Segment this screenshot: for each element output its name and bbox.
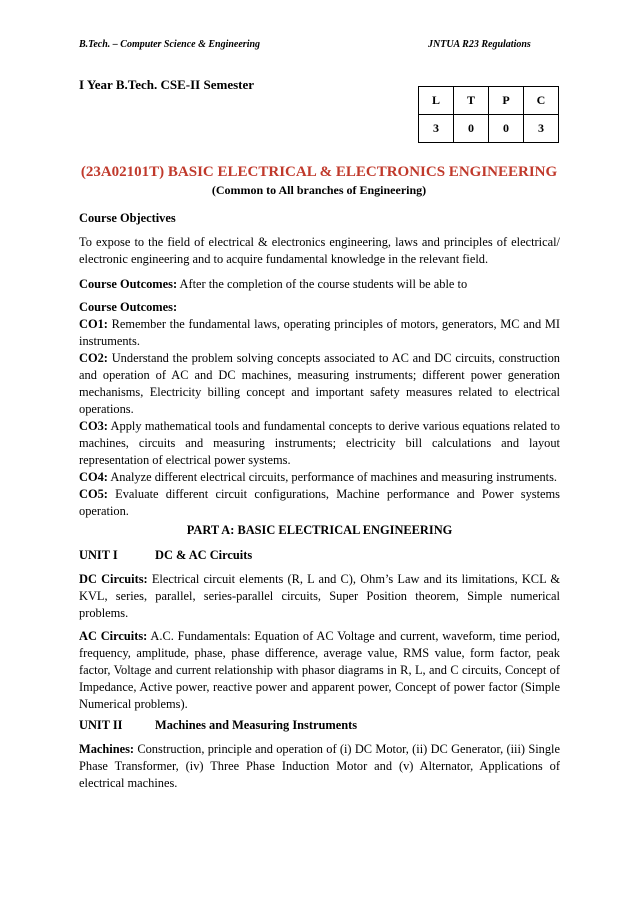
unit-2-number: UNIT II (79, 718, 123, 732)
outcome-item (79, 486, 560, 520)
ltpc-value-row (419, 115, 559, 143)
unit-1-dc-circuits (79, 571, 560, 622)
ac-circuits-text: A.C. Fundamentals: Equation of AC Voltage and current, waveform, time period, frequency, amplitude, phase, phase difference, average value, RMS value, form factor, peak factor, Voltage and current relationship with phasor diagrams in R, L, and C circuits, Concept of Impedance, Active power, reactive power and apparent power, Concept of power factor (Simple Numerical problems). (79, 629, 560, 711)
ltpc-header-l: L (419, 87, 454, 115)
unit-1-number: UNIT I (79, 548, 118, 562)
ltpc-table (418, 86, 559, 143)
unit-2-heading (79, 717, 560, 734)
outcome-text: Remember the fundamental laws, operating principles of motors, generators, MC and MI instruments. (79, 317, 560, 348)
ltpc-header-row (419, 87, 559, 115)
unit-1-title: DC & AC Circuits (155, 548, 253, 562)
outcomes-list (79, 316, 560, 520)
part-a-heading: PART A: BASIC ELECTRICAL ENGINEERING (186, 523, 453, 537)
outcomes-intro-label: Course Outcomes: (79, 277, 178, 291)
ltpc-value-p: 0 (489, 115, 524, 143)
outcome-code: CO1: (79, 317, 108, 331)
machines-label: Machines: (79, 742, 135, 756)
objectives-heading: Course Objectives (79, 211, 176, 225)
outcome-code: CO3: (79, 419, 108, 433)
unit-1-ac-circuits (79, 628, 560, 713)
outcomes-intro (79, 276, 560, 293)
course-title: (23A02101T) BASIC ELECTRICAL & ELECTRONICS ENGINEERING (80, 164, 558, 180)
unit-2-machines (79, 741, 560, 792)
outcome-code: CO4: (79, 470, 108, 484)
header-program: B.Tech. – Computer Science & Engineering (79, 39, 261, 50)
outcome-text: Apply mathematical tools and fundamental concepts to derive various equations related to machines, circuits and measuring instruments; electricity bill calculations and layout representation of electrical power systems. (79, 419, 560, 467)
outcome-item (79, 316, 560, 350)
outcome-item (79, 418, 560, 469)
outcome-code: CO2: (79, 351, 108, 365)
machines-text: Construction, principle and operation of (i) DC Motor, (ii) DC Generator, (iii) Single Phase Transformer, (iv) Three Phase Induction Motor and (v) Alternator, Applications of electrical machines. (79, 742, 560, 790)
outcome-text: Analyze different electrical circuits, performance of machines and measuring instruments. (107, 470, 558, 484)
ltpc-header-c: C (524, 87, 559, 115)
objectives-text: To expose to the field of electrical & electronics engineering, laws and principles of electrical/ electronic engineering and to acquire fundamental knowledge in the relevant field. (79, 235, 560, 266)
outcomes-heading: Course Outcomes: (79, 300, 178, 314)
ltpc-header-t: T (454, 87, 489, 115)
semester-label: I Year B.Tech. CSE-II Semester (79, 77, 255, 92)
header-regulation: JNTUA R23 Regulations (428, 39, 531, 50)
outcome-item (79, 350, 560, 418)
ac-circuits-label: AC Circuits: (79, 629, 148, 643)
ltpc-value-l: 3 (419, 115, 454, 143)
unit-2-title: Machines and Measuring Instruments (155, 718, 358, 732)
outcome-item (79, 469, 560, 486)
unit-1-heading (79, 547, 560, 564)
ltpc-header-p: P (489, 87, 524, 115)
ltpc-value-c: 3 (524, 115, 559, 143)
ltpc-value-t: 0 (454, 115, 489, 143)
outcome-code: CO5: (79, 487, 108, 501)
outcome-text: Evaluate different circuit configurations, Machine performance and Power systems operation. (79, 487, 560, 518)
dc-circuits-label: DC Circuits: (79, 572, 148, 586)
outcomes-intro-text: After the completion of the course students will be able to (177, 277, 468, 291)
course-subtitle: (Common to All branches of Engineering) (211, 183, 427, 197)
outcome-text: Understand the problem solving concepts associated to AC and DC circuits, construction and operation of AC and DC machines, measuring instruments; different power generation mechanisms, Electricity billing concept and important safety measures related to electrical operations. (79, 351, 560, 416)
dc-circuits-text: Electrical circuit elements (R, L and C), Ohm’s Law and its limitations, KCL & KVL, series, parallel, series-parallel circuits, Super Position theorem, Simple numerical problems. (79, 572, 560, 620)
